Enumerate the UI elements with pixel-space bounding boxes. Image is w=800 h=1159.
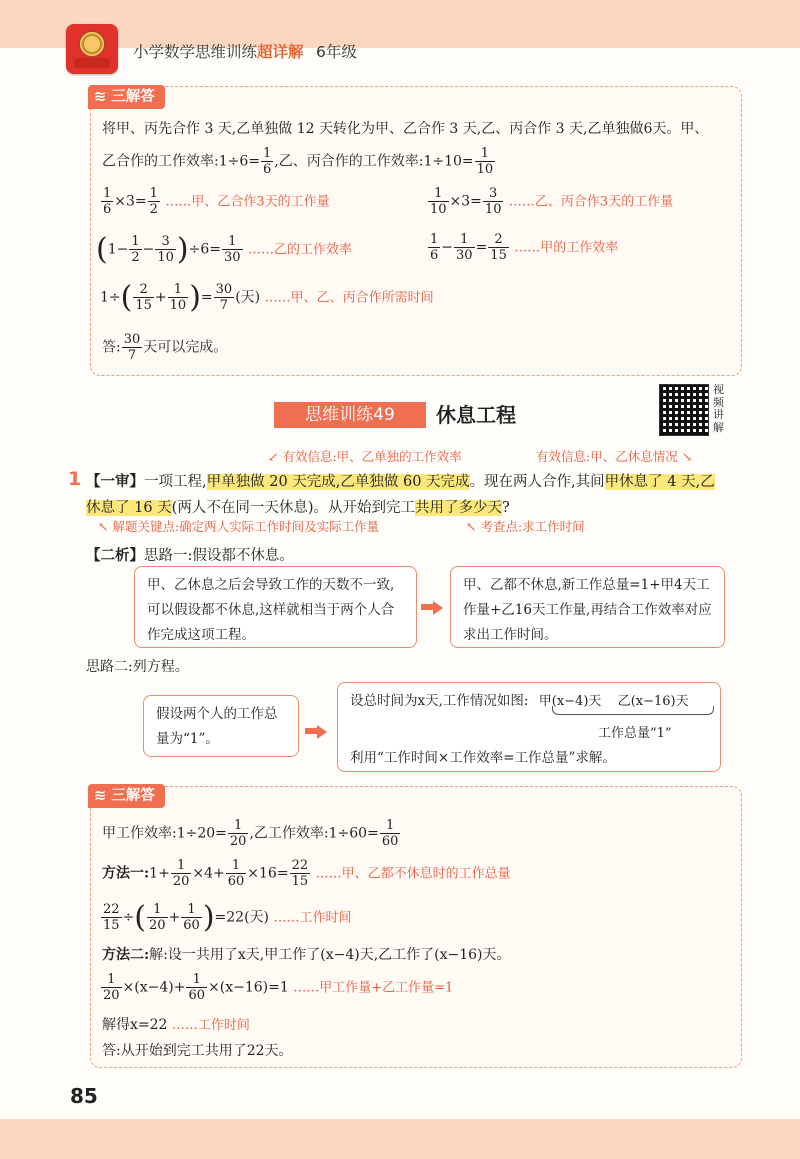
analysis-box-4: 设总时间为x天,工作情况如图: 甲(x−4)天 乙(x−16)天 — [337, 682, 721, 772]
s1-eq2b: $\frac{1}{6}$ − $\frac{1}{30}$ = $\frac{2}{15}$ ……甲的工作效率 — [430, 232, 619, 263]
analysis-box-1: 甲、乙休息之后会导致工作的天数不一致,可以假设都不休息,这样就相当于两个人合作完成这项工程。 — [134, 566, 417, 648]
question-number: 1 — [68, 468, 82, 490]
analysis-idea1: 【二析】思路一:假设都不休息。 — [86, 547, 294, 564]
s2-equation: $\frac{1}{20}$ ×(x−4)+ $\frac{1}{60}$ ×(x−16)=1 ……甲工作量+乙工作量=1 — [103, 972, 454, 1003]
solution-tag-1: ≋ 三解答 — [88, 85, 165, 109]
box4-line3: 利用“工作时间×工作效率=工作总量”求解。 — [350, 750, 616, 766]
analysis-box-2: 甲、乙都不休息,新工作总量=1+甲4天工作量+乙16天工作量,再结合工作效率对应求出工作时间。 — [450, 566, 725, 648]
total-label: 工作总量“1” — [598, 726, 672, 741]
anno-info-1: ↙ 有效信息:甲、乙单独的工作效率 — [268, 449, 462, 464]
s1-answer: 答: $\frac{30}{7}$ 天可以完成。 — [102, 332, 228, 363]
s1-eq1b: $\frac{1}{10}$ ×3= $\frac{3}{10}$ ……乙、丙合作3天的工作量 — [430, 186, 674, 217]
analysis-box-3: 假设两个人的工作总量为“1”。 — [143, 695, 299, 757]
anno-key: ↖ 解题关键点:确定两人实际工作时间及实际工作量 — [98, 519, 380, 534]
s2-solve: 解得x=22 ……工作时间 — [102, 1017, 250, 1033]
analysis-idea2: 思路二:列方程。 — [86, 659, 189, 675]
s2-answer: 答:从开始到完工共用了22天。 — [102, 1043, 293, 1059]
s1-line2: 乙合作的工作效率:1÷6= $\frac{1}{6}$ ,乙、丙合作的工作效率:1÷10= $\frac{1}{10}$ — [102, 146, 494, 177]
training-label: 思维训练49 — [274, 402, 426, 428]
anno-info-2: 有效信息:甲、乙休息情况 ↘ — [536, 449, 693, 464]
s1-eq1a: $\frac{1}{6}$ ×3= $\frac{1}{2}$ ……甲、乙合作3天的工作量 — [103, 186, 330, 217]
s2-method2: 方法二:解:设一共用了x天,甲工作了(x−4)天,乙工作了(x−16)天。 — [102, 947, 511, 963]
s2-efficiency: 甲工作效率:1÷20= $\frac{1}{20}$ ,乙工作效率:1÷60= $\frac{1}{60}$ — [102, 818, 399, 849]
arrow-stem-1 — [421, 604, 433, 610]
header-band — [0, 0, 800, 48]
total-bracket — [552, 706, 714, 715]
arrow-right-icon — [433, 601, 443, 615]
training-title: 休息工程 — [436, 403, 516, 427]
page-number: 85 — [70, 1084, 98, 1108]
qr-code-icon[interactable] — [659, 384, 709, 436]
qr-label: 视频讲解 — [713, 383, 724, 434]
problem-line2: 休息了 16 天(两人不在同一天休息)。从开始到完工共用了多少天? — [86, 500, 510, 516]
s1-eq3: 1÷( $\frac{2}{15}$ + $\frac{1}{10}$ )= $\frac{30}{7}$ (天) ……甲、乙、丙合作所需时间 — [100, 280, 434, 315]
s1-line1: 将甲、丙先合作 3 天,乙单独做 12 天转化为甲、乙合作 3 天,乙、丙合作 3 天,乙单独做6天。甲、 — [102, 121, 709, 137]
footer-band — [0, 1119, 800, 1159]
solution-tag-2: ≋ 三解答 — [88, 784, 165, 808]
s1-eq2a: (1− $\frac{1}{2}$ − $\frac{3}{10}$ )÷6= $\frac{1}{30}$ ……乙的工作效率 — [96, 232, 353, 267]
grade-label: 6年级 — [316, 43, 357, 61]
book-logo — [66, 24, 118, 74]
problem-line1: 【一审】一项工程,甲单独做 20 天完成,乙单独做 60 天完成。现在两人合作,其间甲休息了 4 天,乙 — [86, 473, 715, 490]
book-title: 小学数学思维训练超详解 — [133, 43, 304, 61]
s2-method1: 方法一:1+ $\frac{1}{20}$ ×4+ $\frac{1}{60}$ ×16= $\frac{22}{15}$ ……甲、乙都不休息时的工作总量 — [102, 858, 511, 889]
s2-method1b: $\frac{22}{15}$ ÷( $\frac{1}{20}$ + $\frac{1}{60}$ )=22(天) ……工作时间 — [103, 900, 352, 935]
arrow-right-icon — [317, 725, 327, 739]
training-banner — [274, 402, 524, 428]
anno-check: ↖ 考查点:求工作时间 — [466, 519, 585, 534]
arrow-stem-2 — [305, 728, 317, 734]
